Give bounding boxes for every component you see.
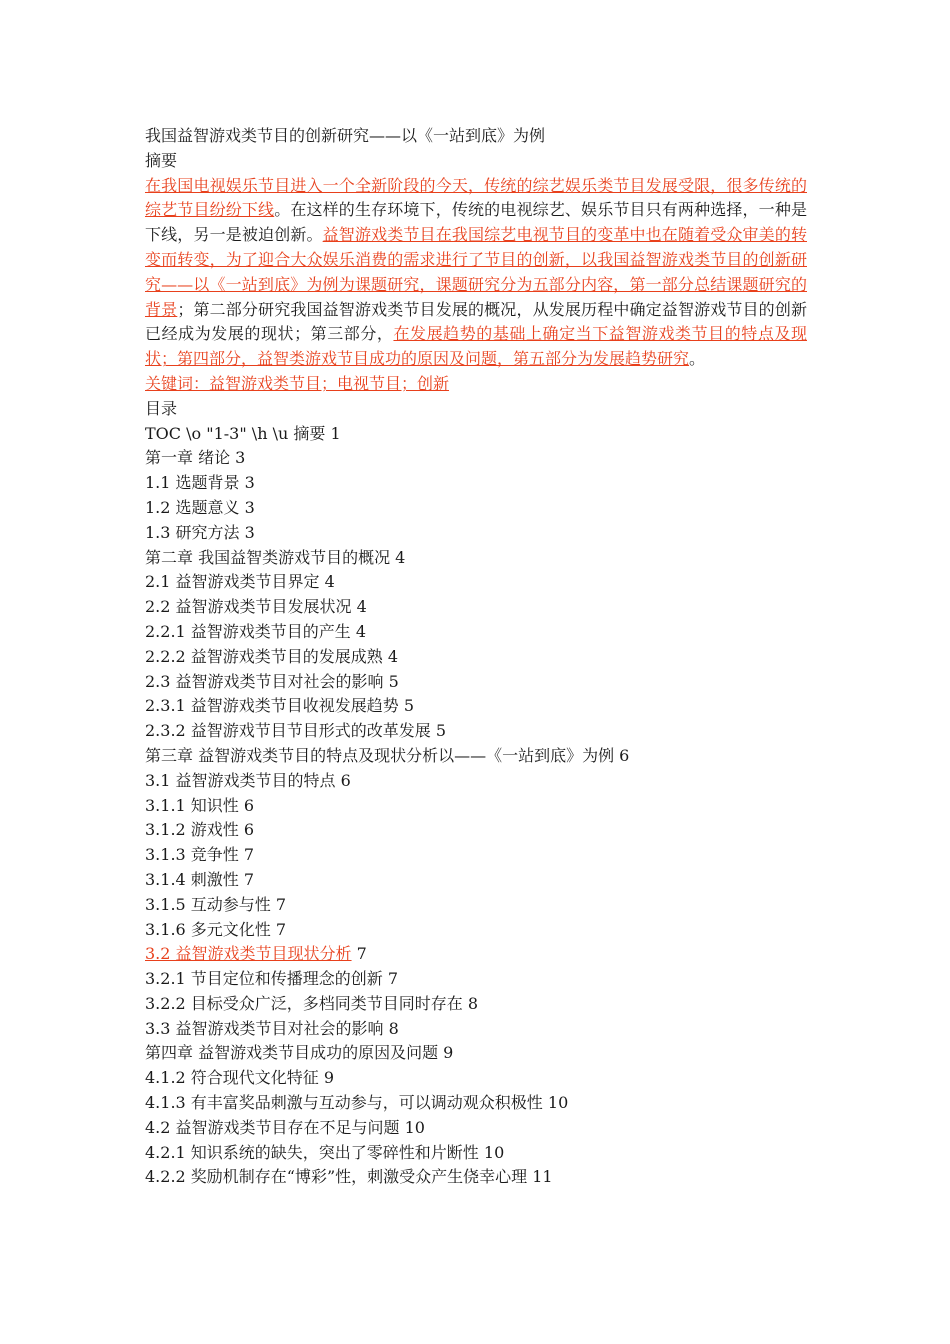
toc-entry[interactable]: 第四章 益智游戏类节目成功的原因及问题 9 (145, 1043, 454, 1063)
toc-entry[interactable]: 4.2 益智游戏类节目存在不足与问题 10 (145, 1117, 425, 1137)
toc-entry[interactable]: 3.1.2 游戏性 6 (145, 820, 255, 840)
toc-entry[interactable]: 1.3 研究方法 3 (145, 522, 255, 542)
toc-entry[interactable]: 第二章 我国益智类游戏节目的概况 4 (145, 547, 406, 567)
toc-entry[interactable]: 2.1 益智游戏类节目界定 4 (145, 572, 335, 592)
abstract-heading: 摘要 (145, 150, 178, 170)
toc-entry[interactable]: 3.2.2 目标受众广泛，多档同类节目同时存在 8 (145, 993, 479, 1013)
toc-entry[interactable]: 3.1.4 刺激性 7 (145, 869, 255, 889)
toc-entry[interactable]: 2.3 益智游戏类节目对社会的影响 5 (145, 671, 399, 691)
toc-entry[interactable]: 3.1.5 互动参与性 7 (145, 894, 287, 914)
abstract-highlight-1[interactable]: 在我国电视娱乐节目进入一个全新阶段的今天，传统的综艺娱乐类节目发展受限，很多传统的综艺节目纷纷下线 (145, 175, 807, 220)
toc-entry-highlighted (145, 942, 807, 967)
toc-entry[interactable]: 2.2.2 益智游戏类节目的发展成熟 4 (145, 646, 399, 666)
toc-entry[interactable]: 2.2 益智游戏类节目发展状况 4 (145, 597, 367, 617)
toc-entry[interactable]: 4.2.2 奖励机制存在“博彩”性，刺激受众产生侥幸心理 11 (145, 1167, 553, 1187)
toc-entry[interactable]: 3.1.6 多元文化性 7 (145, 919, 287, 939)
abstract-text-2: ；第二部分研究我国益智游戏类节目发展的概况，从发展历程中确定益智游戏节目的创新已经成为发展的现状；第三部分， (145, 299, 807, 344)
toc-entry[interactable]: 1.1 选题背景 3 (145, 473, 255, 493)
toc-entry[interactable]: 4.1.3 有丰富奖品刺激与互动参与，可以调动观众积极性 10 (145, 1093, 569, 1113)
abstract-text-3: 。 (689, 349, 706, 369)
toc-entry[interactable]: 第一章 绪论 3 (145, 448, 246, 468)
toc-entry[interactable]: 4.2.1 知识系统的缺失，突出了零碎性和片断性 10 (145, 1142, 505, 1162)
toc-entry[interactable]: 1.2 选题意义 3 (145, 497, 255, 517)
abstract-highlight-3[interactable]: 在发展趋势的基础上确定当下益智游戏类节目的特点及现状；第四部分，益智类游戏节目成功的原因及问题，第五部分为发展趋势研究 (145, 324, 807, 369)
toc-entry[interactable]: 3.1 益智游戏类节目的特点 6 (145, 770, 351, 790)
toc-entry[interactable]: 第三章 益智游戏类节目的特点及现状分析以——《一站到底》为例 6 (145, 745, 630, 765)
toc-entry[interactable]: 2.2.1 益智游戏类节目的产生 4 (145, 621, 367, 641)
document-page (145, 124, 807, 1190)
toc-entry[interactable]: 2.3.2 益智游戏节目节目形式的改革发展 5 (145, 721, 447, 741)
toc-entry[interactable]: 3.3 益智游戏类节目对社会的影响 8 (145, 1018, 399, 1038)
toc-entry[interactable]: 2.3.1 益智游戏类节目收视发展趋势 5 (145, 696, 415, 716)
abstract-text-1: 。在这样的生存环境下，传统的电视综艺、娱乐节目只有两种选择，一种是下线，另一是被迫创新。 (145, 200, 807, 245)
toc-page-number: 7 (351, 944, 367, 964)
toc-entry[interactable]: 4.1.2 符合现代文化特征 9 (145, 1068, 335, 1088)
keywords[interactable]: 关键词：益智游戏类节目；电视节目；创新 (145, 373, 450, 393)
abstract-highlight-2[interactable]: 益智游戏类节目在我国综艺电视节目的变革中也在随着受众审美的转变而转变，为了迎合大众娱乐消费的需求进行了节目的创新，以我国益智游戏类节目的创新研究——以《一站到底》为例为课题研究，课题研究分为五部分内容，第一部分总结课题研究的背景 (145, 225, 807, 319)
toc-heading: 目录 (145, 398, 178, 418)
toc-field-code: TOC \o "1-3" \h \u 摘要 1 (145, 423, 341, 443)
document-title: 我国益智游戏类节目的创新研究——以《一站到底》为例 (145, 126, 546, 145)
toc-link-3-2[interactable]: 3.2 益智游戏类节目现状分析 (145, 944, 352, 964)
abstract-paragraph (145, 174, 807, 372)
toc-entry[interactable]: 3.1.1 知识性 6 (145, 795, 255, 815)
toc-entry[interactable]: 3.2.1 节目定位和传播理念的创新 7 (145, 969, 399, 989)
toc-entry[interactable]: 3.1.3 竞争性 7 (145, 845, 255, 865)
